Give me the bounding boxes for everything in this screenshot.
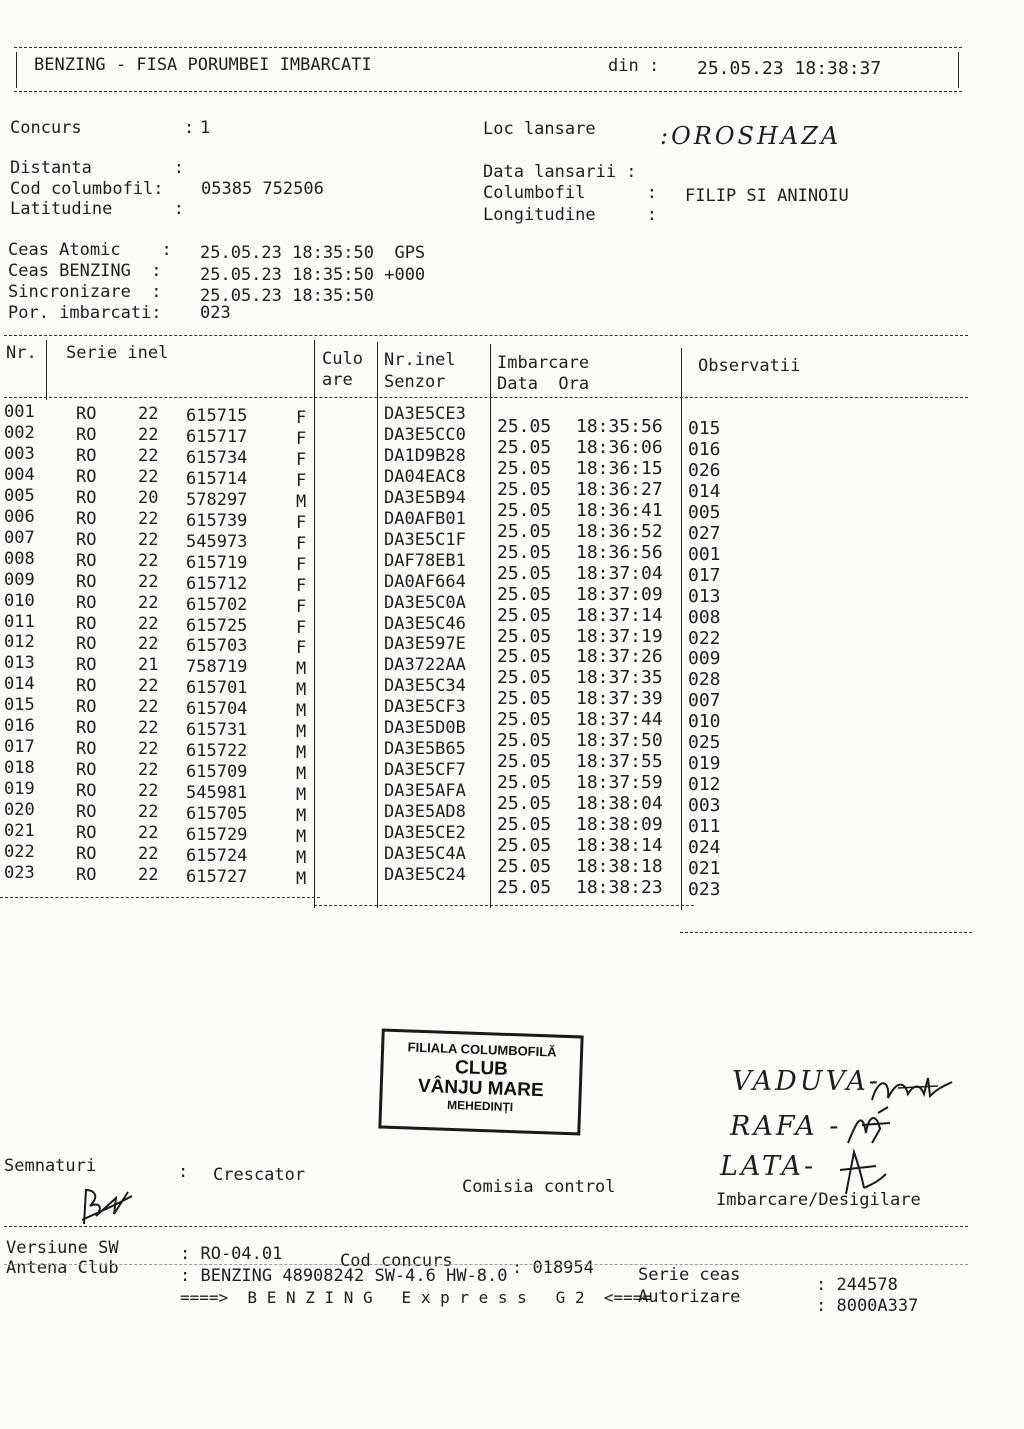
col-divider-culoare (377, 342, 378, 908)
row-nr: 023 (4, 862, 35, 883)
row-observatii: 019 (688, 753, 721, 775)
autorizare-label: Autorizare (638, 1287, 741, 1307)
row-data: 25.05 (497, 604, 552, 626)
document-title: BENZING - FISA PORUMBEI IMBARCATI (34, 55, 372, 75)
row-sex: F (296, 638, 307, 659)
row-tara: RO (76, 718, 97, 739)
header-right-border (958, 52, 959, 88)
antena-club-value: : BENZING 48908242 SW-4.6 HW-8.0 (180, 1266, 508, 1286)
signature-name-lata: LATA- (720, 1151, 817, 1182)
row-observatii: 026 (688, 459, 721, 481)
distanta-label: Distanta : (10, 158, 184, 178)
row-an: 22 (138, 760, 159, 781)
row-sex: M (296, 847, 307, 868)
row-senzor: DA3E5CC0 (384, 424, 466, 445)
row-observatii: 012 (688, 774, 721, 796)
col-divider-senzor (490, 344, 491, 908)
col-divider-nr (46, 340, 47, 400)
row-nr: 002 (4, 422, 35, 443)
col-header-serie-inel: Serie inel (66, 343, 169, 363)
row-nr: 007 (4, 527, 35, 548)
row-nr: 010 (4, 590, 35, 611)
row-data: 25.05 (497, 814, 552, 836)
row-inel: 615722 (186, 741, 248, 762)
row-ora: 18:37:50 (576, 730, 663, 752)
row-senzor: DA3E5B65 (384, 739, 466, 760)
row-an: 22 (138, 802, 159, 823)
signature-scribble-rafa (842, 1103, 902, 1149)
table-bottom-border-mid (314, 905, 694, 906)
row-sex: M (296, 491, 307, 512)
row-observatii: 010 (688, 711, 721, 733)
col-header-observatii: Observatii (698, 356, 801, 376)
row-tara: RO (76, 634, 97, 655)
row-an: 22 (138, 739, 159, 760)
benzing-express-banner: ====> B E N Z I N G E x p r e s s G 2 <==== (180, 1288, 653, 1307)
row-inel: 615734 (186, 447, 248, 468)
row-data: 25.05 (497, 793, 552, 815)
row-an: 22 (138, 718, 159, 739)
row-inel: 615719 (186, 552, 248, 573)
footer-top-border (4, 1226, 968, 1227)
versiune-sw-label: Versiune SW (6, 1238, 119, 1258)
row-an: 22 (138, 823, 159, 843)
ceas-benzing-label: Ceas BENZING : (8, 261, 162, 281)
row-inel: 615727 (186, 866, 248, 887)
row-sex: M (296, 868, 307, 889)
row-data: 25.05 (497, 772, 552, 794)
row-data: 25.05 (497, 730, 552, 752)
row-nr: 018 (4, 758, 35, 779)
row-observatii: 005 (688, 501, 721, 523)
row-ora: 18:37:55 (576, 751, 663, 773)
row-nr: 019 (4, 779, 35, 800)
row-data: 25.05 (497, 499, 552, 521)
club-stamp (378, 1029, 583, 1136)
col-divider-serie (314, 340, 315, 908)
row-ora: 18:37:59 (576, 772, 663, 794)
row-senzor: DA3E5C24 (384, 864, 466, 885)
row-data: 25.05 (497, 541, 552, 563)
row-sex: M (296, 743, 307, 764)
row-sex: F (296, 428, 307, 449)
header-datetime: 25.05.23 18:38:37 (697, 58, 882, 79)
row-ora: 18:38:18 (576, 855, 663, 877)
row-sex: F (296, 617, 307, 638)
row-inel: 615714 (186, 468, 248, 489)
signature-scribble-crescator (76, 1184, 136, 1230)
row-sex: F (296, 533, 307, 554)
serie-ceas-value: : 244578 (816, 1275, 898, 1295)
row-tara: RO (76, 739, 97, 760)
row-data: 25.05 (497, 416, 552, 437)
cod-columbofil-label: Cod columbofil: (10, 179, 164, 199)
row-ora: 18:37:44 (576, 709, 663, 731)
row-senzor: DA3E5C1F (384, 529, 466, 550)
row-ora: 18:37:39 (576, 688, 663, 710)
row-senzor: DA3E5C4A (384, 843, 466, 864)
row-observatii: 011 (688, 816, 721, 838)
row-senzor: DA0AFB01 (384, 508, 466, 529)
stamp-line-4: MEHEDINȚI (446, 1097, 514, 1114)
row-tara: RO (76, 404, 97, 424)
row-sex: F (296, 512, 307, 533)
row-an: 20 (138, 487, 159, 508)
sincronizare-value: 25.05.23 18:35:50 (200, 286, 374, 306)
row-inel: 615712 (186, 573, 248, 594)
row-nr: 004 (4, 464, 35, 485)
semnaturi-colon: : (178, 1162, 189, 1182)
row-sex: M (296, 659, 307, 680)
row-observatii: 009 (688, 648, 721, 670)
row-senzor: DA1D9B28 (384, 445, 466, 466)
row-inel: 615705 (186, 804, 248, 825)
row-tara: RO (76, 655, 97, 676)
row-senzor: DA0AF664 (384, 571, 466, 592)
row-an: 22 (138, 466, 159, 487)
row-nr: 022 (4, 841, 35, 862)
row-inel: 615729 (186, 825, 248, 845)
row-senzor: DA3E597E (384, 634, 466, 655)
row-sex: F (296, 554, 307, 575)
row-inel: 758719 (186, 657, 248, 678)
row-senzor: DA3722AA (384, 655, 466, 676)
cod-concurs-value: : 018954 (512, 1258, 594, 1278)
row-ora: 18:38:09 (576, 814, 663, 836)
row-ora: 18:36:06 (576, 436, 663, 458)
row-nr: 014 (4, 674, 35, 695)
row-nr: 001 (4, 402, 35, 422)
row-observatii: 023 (688, 878, 721, 900)
row-tara: RO (76, 676, 97, 697)
autorizare-value: : 8000A337 (816, 1296, 919, 1316)
row-tara: RO (76, 508, 97, 529)
concurs-label: Concurs : (10, 118, 195, 138)
row-senzor: DAF78EB1 (384, 550, 466, 571)
columbofil-value: FILIP SI ANINOIU (685, 186, 849, 206)
row-inel: 615715 (186, 406, 248, 426)
row-sex: F (296, 470, 307, 491)
stamp-line-1: FILIALA COLUMBOFILĂ (407, 1039, 557, 1060)
row-sex: F (296, 449, 307, 470)
row-an: 22 (138, 634, 159, 655)
row-data: 25.05 (497, 876, 552, 898)
row-nr: 005 (4, 485, 35, 506)
row-observatii: 013 (688, 585, 721, 607)
row-nr: 016 (4, 716, 35, 737)
row-ora: 18:36:27 (576, 478, 663, 500)
table-header-separator (4, 397, 968, 398)
row-ora: 18:37:14 (576, 604, 663, 626)
col-header-data-ora: Data Ora (497, 374, 590, 394)
row-data: 25.05 (497, 688, 552, 710)
row-sex: M (296, 806, 307, 827)
table-bottom-border-right (680, 932, 972, 933)
row-tara: RO (76, 760, 97, 781)
row-inel: 615731 (186, 720, 248, 741)
row-inel: 615703 (186, 636, 248, 657)
row-tara: RO (76, 864, 97, 885)
columbofil-label: Columbofil : (483, 183, 657, 203)
col-header-nr: Nr. (6, 343, 37, 363)
col-header-culoare-1: Culo (322, 349, 363, 369)
row-ora: 18:37:26 (576, 646, 663, 668)
row-tara: RO (76, 802, 97, 823)
stamp-line-3: VÂNJU MARE (417, 1075, 544, 1101)
row-inel: 615717 (186, 426, 248, 447)
row-an: 22 (138, 404, 159, 424)
row-an: 22 (138, 529, 159, 550)
row-data: 25.05 (497, 583, 552, 605)
row-senzor: DA3E5AD8 (384, 802, 466, 823)
ceas-atomic-label: Ceas Atomic : (8, 240, 172, 260)
cod-concurs-label: Cod concurs (340, 1251, 453, 1271)
row-an: 22 (138, 697, 159, 718)
row-tara: RO (76, 823, 97, 843)
versiune-sw-value: : RO-04.01 (180, 1244, 283, 1264)
porumbei-imbarcati-value: 023 (200, 303, 231, 323)
row-nr: 015 (4, 695, 35, 716)
imbarcare-desigilare-label: Imbarcare/Desigilare (716, 1190, 921, 1210)
row-observatii: 003 (688, 795, 721, 817)
row-data: 25.05 (497, 457, 552, 479)
row-senzor: DA3E5D0B (384, 718, 466, 739)
row-tara: RO (76, 424, 97, 445)
porumbei-imbarcati-label: Por. imbarcati: (8, 303, 162, 323)
row-tara: RO (76, 592, 97, 613)
semnaturi-label: Semnaturi (4, 1156, 97, 1176)
row-an: 22 (138, 592, 159, 613)
loc-lansare-value: :OROSHAZA (660, 122, 842, 150)
row-data: 25.05 (497, 625, 552, 647)
ceas-benzing-value: 25.05.23 18:35:50 +000 (200, 265, 426, 285)
row-nr: 017 (4, 737, 35, 758)
row-sex: F (296, 408, 307, 428)
signature-name-vaduva: VADUVA- (732, 1066, 881, 1097)
serie-ceas-label: Serie ceas (638, 1265, 741, 1285)
row-observatii: 017 (688, 564, 721, 586)
row-an: 22 (138, 843, 159, 864)
row-an: 22 (138, 571, 159, 592)
row-inel: 578297 (186, 489, 248, 510)
row-observatii: 022 (688, 627, 721, 649)
col-header-senzor: Senzor (384, 372, 446, 392)
row-ora: 18:37:09 (576, 583, 663, 605)
antena-club-label: Antena Club (6, 1258, 119, 1278)
row-observatii: 025 (688, 732, 721, 754)
row-inel: 545973 (186, 531, 248, 552)
row-senzor: DA3E5C46 (384, 613, 466, 634)
row-data: 25.05 (497, 646, 552, 668)
row-data: 25.05 (497, 667, 552, 689)
row-sex: M (296, 722, 307, 743)
row-an: 22 (138, 550, 159, 571)
row-nr: 008 (4, 548, 35, 569)
row-inel: 615709 (186, 762, 248, 783)
row-tara: RO (76, 550, 97, 571)
ceas-atomic-value: 25.05.23 18:35:50 GPS (200, 243, 426, 263)
row-ora: 18:37:35 (576, 667, 663, 689)
row-inel: 615704 (186, 699, 248, 720)
row-sex: M (296, 680, 307, 701)
row-inel: 615701 (186, 678, 248, 699)
row-an: 22 (138, 864, 159, 885)
row-data: 25.05 (497, 520, 552, 542)
signature-name-rafa: RAFA - (730, 1111, 842, 1142)
row-ora: 18:36:41 (576, 499, 663, 521)
row-data: 25.05 (497, 562, 552, 584)
row-sex: M (296, 827, 307, 847)
row-observatii: 021 (688, 857, 721, 879)
row-data: 25.05 (497, 751, 552, 773)
col-header-nr-inel: Nr.inel (384, 350, 456, 370)
cod-columbofil-value: 05385 752506 (201, 179, 324, 199)
col-divider-imbarcare (681, 348, 682, 910)
row-ora: 18:37:19 (576, 625, 663, 647)
row-ora: 18:38:23 (576, 876, 663, 898)
row-senzor: DA3E5B94 (384, 487, 466, 508)
row-nr: 003 (4, 443, 35, 464)
row-inel: 615724 (186, 845, 248, 866)
header-bottom-border (14, 91, 962, 92)
row-tara: RO (76, 487, 97, 508)
row-ora: 18:36:15 (576, 457, 663, 479)
row-ora: 18:36:56 (576, 541, 663, 563)
sincronizare-label: Sincronizare : (8, 282, 162, 302)
row-inel: 615739 (186, 510, 248, 531)
table-bottom-border-left (0, 897, 320, 898)
row-tara: RO (76, 613, 97, 634)
row-sex: M (296, 701, 307, 722)
table-top-border (4, 335, 968, 336)
row-inel: 545981 (186, 783, 248, 804)
row-sex: F (296, 596, 307, 617)
row-senzor: DA3E5CF7 (384, 760, 466, 781)
row-inel: 615725 (186, 615, 248, 636)
row-senzor: DA3E5C0A (384, 592, 466, 613)
row-an: 22 (138, 613, 159, 634)
row-observatii: 001 (688, 543, 721, 565)
row-sex: F (296, 575, 307, 596)
row-senzor: DA04EAC8 (384, 466, 466, 487)
row-an: 21 (138, 655, 159, 676)
row-an: 22 (138, 781, 159, 802)
row-ora: 18:38:14 (576, 835, 663, 856)
row-tara: RO (76, 445, 97, 466)
row-sex: M (296, 764, 307, 785)
row-data: 25.05 (497, 436, 552, 458)
stamp-line-2: CLUB (454, 1056, 509, 1080)
din-label: din : (608, 56, 660, 76)
row-senzor: DA3E5AFA (384, 781, 466, 802)
row-data: 25.05 (497, 478, 552, 500)
header-left-border (16, 52, 17, 88)
row-an: 22 (138, 424, 159, 445)
row-nr: 009 (4, 569, 35, 590)
row-nr: 013 (4, 653, 35, 674)
latitudine-label: Latitudine : (10, 199, 184, 219)
row-nr: 021 (4, 821, 35, 841)
row-senzor: DA3E5CE3 (384, 404, 466, 424)
row-senzor: DA3E5CE2 (384, 823, 466, 843)
comisia-control-label: Comisia control (462, 1177, 616, 1197)
col-header-culoare-2: are (322, 370, 353, 390)
row-data: 25.05 (497, 835, 552, 856)
row-observatii: 014 (688, 480, 721, 502)
header-top-border (14, 47, 962, 48)
longitudine-label: Longitudine : (483, 205, 657, 225)
footer-mid-border (4, 1264, 968, 1265)
row-nr: 006 (4, 506, 35, 527)
row-observatii: 008 (688, 606, 721, 628)
col-header-imbarcare: Imbarcare (497, 353, 590, 373)
row-observatii: 027 (688, 522, 721, 544)
row-tara: RO (76, 466, 97, 487)
row-inel: 615702 (186, 594, 248, 615)
crescator-label: Crescator (213, 1165, 306, 1185)
data-lansarii-label: Data lansarii : (483, 162, 637, 182)
row-observatii: 007 (688, 690, 721, 712)
row-sex: M (296, 785, 307, 806)
row-ora: 18:38:04 (576, 793, 663, 815)
row-nr: 012 (4, 632, 35, 653)
row-an: 22 (138, 676, 159, 697)
row-ora: 18:37:04 (576, 562, 663, 584)
row-ora: 18:36:52 (576, 520, 663, 542)
row-observatii: 028 (688, 669, 721, 691)
concurs-value: 1 (200, 118, 211, 138)
row-tara: RO (76, 571, 97, 592)
row-tara: RO (76, 697, 97, 718)
row-data: 25.05 (497, 855, 552, 877)
row-tara: RO (76, 843, 97, 864)
row-tara: RO (76, 529, 97, 550)
row-data: 25.05 (497, 709, 552, 731)
row-senzor: DA3E5C34 (384, 676, 466, 697)
row-tara: RO (76, 781, 97, 802)
row-senzor: DA3E5CF3 (384, 697, 466, 718)
row-an: 22 (138, 445, 159, 466)
row-observatii: 015 (688, 418, 721, 439)
row-observatii: 016 (688, 438, 721, 460)
row-nr: 011 (4, 611, 35, 632)
row-an: 22 (138, 508, 159, 529)
row-ora: 18:35:56 (576, 416, 663, 437)
loc-lansare-label: Loc lansare (483, 119, 596, 139)
row-observatii: 024 (688, 837, 721, 858)
row-nr: 020 (4, 800, 35, 821)
